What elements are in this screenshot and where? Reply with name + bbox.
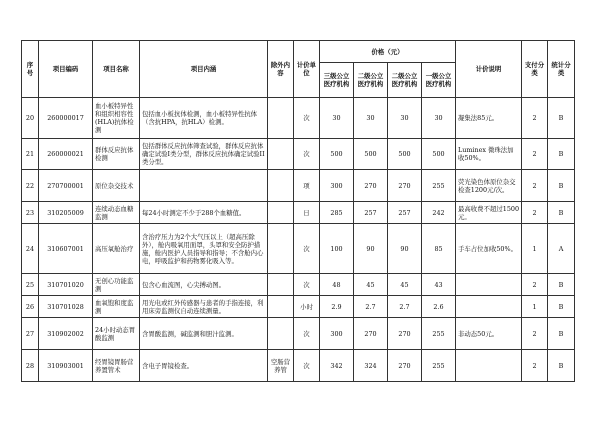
table-row xyxy=(22,224,575,274)
cell-price-level2b: 257 xyxy=(388,202,422,224)
cell-stat: A xyxy=(548,224,575,274)
header-price-level3: 三级公立医疗机构 xyxy=(320,63,354,98)
table-row xyxy=(22,139,575,170)
cell-seq: 24 xyxy=(22,224,39,274)
table-row xyxy=(22,170,575,202)
header-pay: 支付分类 xyxy=(522,41,548,98)
cell-content: 包括血小板抗体检测，血小板特异性抗体（含抗HPA，抗HLA）检测。 xyxy=(140,98,268,139)
cell-price-level3: 285 xyxy=(320,202,354,224)
cell-price-level2a: 500 xyxy=(354,139,388,170)
cell-pay: 2 xyxy=(522,170,548,202)
cell-unit: 次 xyxy=(294,274,320,296)
cell-name: 连续动态血糖监测 xyxy=(93,202,140,224)
cell-price-level1: 255 xyxy=(422,318,456,350)
header-price-level2b: 二级公立医疗机构 xyxy=(388,63,422,98)
cell-price-level2b: 270 xyxy=(388,170,422,202)
cell-content: 含电子胃镜检查。 xyxy=(140,350,268,382)
cell-stat: B xyxy=(548,139,575,170)
cell-desc xyxy=(456,350,522,382)
cell-price-level2b: 270 xyxy=(388,318,422,350)
cell-code: 270700001 xyxy=(39,170,93,202)
cell-seq: 28 xyxy=(22,350,39,382)
header-price-level2a: 二级公立医疗机构 xyxy=(354,63,388,98)
cell-content: 包括群体反应抗体筛查试验，群体反应抗体确定试验I类分型，群体反应抗体确定试验II类分型。 xyxy=(140,139,268,170)
cell-price-level2b: 2.7 xyxy=(388,296,422,318)
table-row xyxy=(22,350,575,382)
cell-code: 310902002 xyxy=(39,318,93,350)
cell-name: 24小时动态胃酸监测 xyxy=(93,318,140,350)
cell-content: 包含心血流图，心尖搏动图。 xyxy=(140,274,268,296)
cell-price-level1: 2.6 xyxy=(422,296,456,318)
cell-price-level2a: 90 xyxy=(354,224,388,274)
cell-code: 310607001 xyxy=(39,224,93,274)
header-code: 项目编码 xyxy=(39,41,93,98)
cell-seq: 22 xyxy=(22,170,39,202)
cell-desc xyxy=(456,274,522,296)
cell-pay: 2 xyxy=(522,318,548,350)
cell-exclude xyxy=(268,296,294,318)
cell-price-level2a: 30 xyxy=(354,98,388,139)
cell-exclude xyxy=(268,202,294,224)
cell-desc xyxy=(456,296,522,318)
cell-unit: 小时 xyxy=(294,296,320,318)
header-name: 项目名称 xyxy=(93,41,140,98)
cell-unit: 次 xyxy=(294,98,320,139)
cell-price-level3: 500 xyxy=(320,139,354,170)
cell-desc: 非动态50元。 xyxy=(456,318,522,350)
cell-seq: 23 xyxy=(22,202,39,224)
cell-price-level1: 255 xyxy=(422,170,456,202)
cell-price-level1: 242 xyxy=(422,202,456,224)
header-unit: 计价单位 xyxy=(294,41,320,98)
cell-name: 无创心功能监测 xyxy=(93,274,140,296)
cell-name: 高压氧舱治疗 xyxy=(93,224,140,274)
cell-stat: B xyxy=(548,318,575,350)
cell-stat: B xyxy=(548,350,575,382)
cell-pay: 1 xyxy=(522,296,548,318)
cell-pay: 2 xyxy=(522,274,548,296)
cell-code: 310903001 xyxy=(39,350,93,382)
cell-price-level1: 85 xyxy=(422,224,456,274)
cell-exclude xyxy=(268,318,294,350)
header-desc: 计价说明 xyxy=(456,41,522,98)
cell-stat: B xyxy=(548,202,575,224)
cell-name: 血氧饱和度监测 xyxy=(93,296,140,318)
header-exclude: 除外内容 xyxy=(268,41,294,98)
cell-unit: 次 xyxy=(294,318,320,350)
cell-price-level2a: 45 xyxy=(354,274,388,296)
cell-price-level2b: 270 xyxy=(388,350,422,382)
cell-price-level2a: 270 xyxy=(354,318,388,350)
table-row xyxy=(22,318,575,350)
cell-pay: 2 xyxy=(522,350,548,382)
cell-price-level3: 48 xyxy=(320,274,354,296)
cell-unit: 日 xyxy=(294,202,320,224)
cell-seq: 27 xyxy=(22,318,39,350)
cell-desc: 荧光染色体原位杂交检查1200元/次。 xyxy=(456,170,522,202)
cell-exclude xyxy=(268,98,294,139)
cell-price-level1: 43 xyxy=(422,274,456,296)
cell-pay: 2 xyxy=(522,139,548,170)
cell-price-level2b: 500 xyxy=(388,139,422,170)
cell-code: 260000017 xyxy=(39,98,93,139)
cell-price-level2a: 324 xyxy=(354,350,388,382)
cell-price-level2a: 270 xyxy=(354,170,388,202)
cell-stat: B xyxy=(548,274,575,296)
cell-code: 310205009 xyxy=(39,202,93,224)
cell-unit: 项 xyxy=(294,170,320,202)
cell-price-level3: 300 xyxy=(320,318,354,350)
cell-price-level3: 2.9 xyxy=(320,296,354,318)
table-row xyxy=(22,296,575,318)
cell-code: 310701028 xyxy=(39,296,93,318)
cell-desc: Luminex 微珠法加收50%。 xyxy=(456,139,522,170)
cell-price-level1: 255 xyxy=(422,350,456,382)
cell-exclude xyxy=(268,274,294,296)
cell-pay: 2 xyxy=(522,98,548,139)
cell-exclude xyxy=(268,170,294,202)
cell-price-level1: 30 xyxy=(422,98,456,139)
fee-table-page xyxy=(21,40,574,382)
header-price-level1: 一级公立医疗机构 xyxy=(422,63,456,98)
table-row xyxy=(22,202,575,224)
header-seq: 序号 xyxy=(22,41,39,98)
cell-name: 群体反应抗体检测 xyxy=(93,139,140,170)
cell-name: 经胃镜胃肠营养置管术 xyxy=(93,350,140,382)
cell-content xyxy=(140,170,268,202)
cell-price-level2b: 90 xyxy=(388,224,422,274)
cell-exclude xyxy=(268,224,294,274)
cell-exclude: 空肠营养管 xyxy=(268,350,294,382)
cell-exclude xyxy=(268,139,294,170)
cell-seq: 26 xyxy=(22,296,39,318)
header-price-group: 价格（元） xyxy=(320,41,456,63)
cell-content: 每24小时测定不少于288个血糖值。 xyxy=(140,202,268,224)
cell-price-level2b: 30 xyxy=(388,98,422,139)
cell-name: 血小板特异性和组织相容性(HLA)抗体检测 xyxy=(93,98,140,139)
cell-name: 原位杂交技术 xyxy=(93,170,140,202)
cell-code: 260000021 xyxy=(39,139,93,170)
cell-stat: B xyxy=(548,170,575,202)
cell-stat: B xyxy=(548,296,575,318)
cell-unit: 次 xyxy=(294,350,320,382)
cell-pay: 2 xyxy=(522,202,548,224)
cell-desc: 最高收费不超过1500元。 xyxy=(456,202,522,224)
cell-price-level1: 500 xyxy=(422,139,456,170)
cell-seq: 21 xyxy=(22,139,39,170)
cell-price-level2a: 257 xyxy=(354,202,388,224)
cell-code: 310701020 xyxy=(39,274,93,296)
cell-content: 用光电或红外传感器与患者的手指连接，利用床旁监测仪自动连续测量。 xyxy=(140,296,268,318)
cell-content: 含治疗压力为2个大气压以上（超高压除外），舱内吸氧用面罩，头罩和安全防护措施，舱内医护人员指导和指导；不含舱内心电，呼吸监护和药物雾化吸入等。 xyxy=(140,224,268,274)
cell-price-level2b: 45 xyxy=(388,274,422,296)
cell-content: 含胃酸监测，碱监测和胆汁监测。 xyxy=(140,318,268,350)
cell-unit: 次 xyxy=(294,224,320,274)
table-row xyxy=(22,98,575,139)
cell-price-level3: 30 xyxy=(320,98,354,139)
cell-pay: 1 xyxy=(522,224,548,274)
fee-table xyxy=(21,40,575,382)
cell-seq: 20 xyxy=(22,98,39,139)
header-content: 项目内涵 xyxy=(140,41,268,98)
cell-stat: B xyxy=(548,98,575,139)
table-row xyxy=(22,274,575,296)
cell-price-level3: 342 xyxy=(320,350,354,382)
cell-price-level3: 100 xyxy=(320,224,354,274)
cell-price-level3: 300 xyxy=(320,170,354,202)
cell-price-level2a: 2.7 xyxy=(354,296,388,318)
cell-unit: 次 xyxy=(294,139,320,170)
cell-desc: 凝集法85元。 xyxy=(456,98,522,139)
cell-desc: 手车占位加收50%。 xyxy=(456,224,522,274)
header-stat: 统计分类 xyxy=(548,41,575,98)
cell-seq: 25 xyxy=(22,274,39,296)
